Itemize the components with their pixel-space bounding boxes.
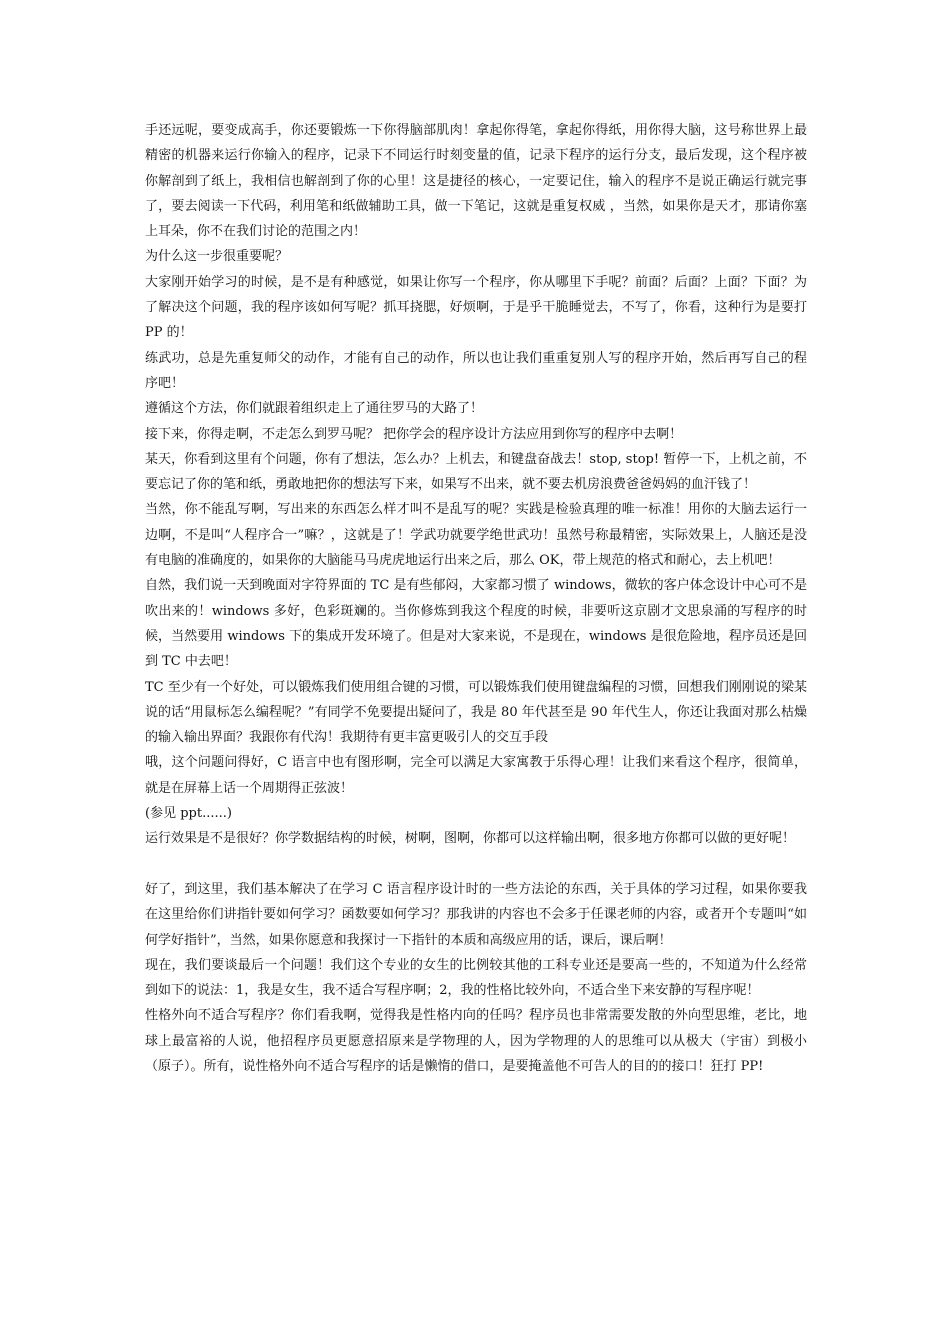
- paragraph-1: 手还远呢，要变成高手，你还要锻炼一下你得脑部肌肉！拿起你得笔，拿起你得纸，用你得大脑，这号称世界上最精密的机器来运行你输入的程序，记录下不同运行时刻变量的值，记录下程序的运行分支，最后发现，这个程序被你解剖到了纸上，我相信也解剖到了你的心里！这是捷径的核心，一定要记住，输入的程序不是说正确运行就完事了，要去阅读一下代码，利用笔和纸做辅助工具，做一下笔记，这就是重复权威 ，当然，如果你是天才，那请你塞上耳朵，你不在我们讨论的范围之内！: [145, 123, 807, 240]
- paragraph-2: 为什么这一步很重要呢？: [145, 249, 289, 265]
- blank-line: [145, 852, 807, 877]
- paragraph-15: 现在，我们要谈最后一个问题！我们这个专业的女生的比例较其他的工科专业还是要高一些的，不知道为什么经常到如下的说法：1，我是女生，我不适合写程序啊；2，我的性格比较外向，不适合坐下来安静的写程序呢！: [145, 957, 807, 999]
- paragraph-10: TC 至少有一个好处，可以锻炼我们使用组合键的习惯，可以锻炼我们使用键盘编程的习惯，回想我们刚刚说的梁某说的话“用鼠标怎么编程呢？”有同学不免要提出疑问了，我是 80 年代甚至是 90 年代生人，你还让我面对那么枯燥的输入输出界面？我跟你有代沟！我期待有更丰富更吸引人的交互手段: [145, 679, 807, 746]
- paragraph-16: 性格外向不适合写程序？你们看我啊，觉得我是性格内向的任吗？程序员也非常需要发散的外向型思维，老比，地球上最富裕的人说，他招程序员更愿意招原来是学物理的人，因为学物理的人的思维可以从极大（宇宙）到极小（原子）。所有，说性格外向不适合写程序的话是懒惰的借口，是要掩盖他不可告人的目的的接口！狂打 PP!: [145, 1008, 807, 1074]
- paragraph-9: 自然，我们说一天到晚面对字符界面的 TC 是有些郁闷，大家都习惯了 windows，微软的客户体念设计中心可不是吹出来的！windows 多好，色彩斑斓的。当你修炼到我这个程度的时候，非要听这京剧才文思泉涌的写程序的时候，当然要用 windows 下的集成开发环境了。但是对大家来说，不是现在，windows 是很危险地，程序员还是回到 TC 中去吧！: [145, 578, 807, 670]
- document-body: [145, 118, 807, 1079]
- paragraph-7: 某天，你看到这里有个问题，你有了想法，怎么办？上机去，和键盘奋战去！stop, stop! 暂停一下，上机之前，不要忘记了你的笔和纸，勇敢地把你的想法写下来，如果写不出来，就不要去机房浪费爸爸妈妈的血汗钱了！: [145, 451, 807, 493]
- paragraph-12: (参见 ppt......): [145, 806, 232, 822]
- paragraph-3: 大家刚开始学习的时候，是不是有种感觉，如果让你写一个程序，你从哪里下手呢？前面？后面？上面？下面？为了解决这个问题，我的程序该如何写呢？抓耳挠腮，好烦啊，于是乎干脆睡觉去，不写了，你看，这种行为是要打 PP 的！: [145, 274, 807, 341]
- paragraph-5: 遵循这个方法，你们就跟着组织走上了通往罗马的大路了！: [145, 401, 484, 417]
- paragraph-8: 当然，你不能乱写啊，写出来的东西怎么样才叫不是乱写的呢？实践是检验真理的唯一标准！用你的大脑去运行一边啊，不是叫“人程序合一”嘛？，这就是了！学武功就要学绝世武功！虽然号称最精密，实际效果上，人脑还是没有电脑的准确度的，如果你的大脑能马马虎虎地运行出来之后，那么 OK，带上规范的格式和耐心，去上机吧！: [145, 502, 807, 569]
- paragraph-14: 好了，到这里，我们基本解决了在学习 C 语言程序设计时的一些方法论的东西，关于具体的学习过程，如果你要我在这里给你们讲指针要如何学习？函数要如何学习？那我讲的内容也不会多于任课老师的内容，或者开个专题叫“如何学好指针”，当然，如果你愿意和我探讨一下指针的本质和高级应用的话，课后，课后啊！: [145, 881, 807, 948]
- paragraph-6: 接下来，你得走啊，不走怎么到罗马呢？ 把你学会的程序设计方法应用到你写的程序中去啊！: [145, 426, 683, 442]
- paragraph-11: 哦，这个问题问得好，C 语言中也有图形啊，完全可以满足大家寓教于乐得心理！让我们来看这个程序，很简单，就是在屏幕上话一个周期得正弦波！: [145, 755, 807, 796]
- paragraph-13: 运行效果是不是很好？你学数据结构的时候，树啊，图啊，你都可以这样输出啊，很多地方你都可以做的更好呢！: [145, 831, 796, 847]
- paragraph-4: 练武功，总是先重复师父的动作，才能有自己的动作，所以也让我们重重复别人写的程序开始，然后再写自己的程序吧！: [145, 350, 807, 391]
